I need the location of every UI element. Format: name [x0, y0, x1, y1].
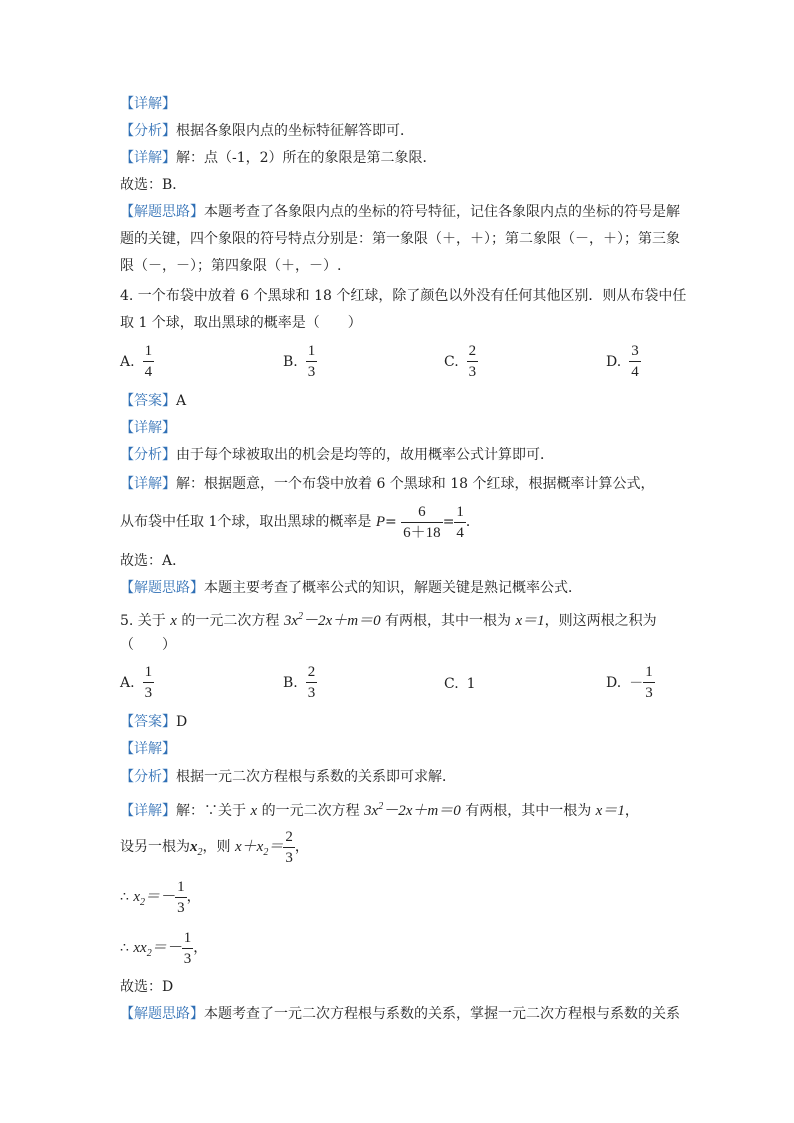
q4-option-a: A. $\frac{1}{4}$ [120, 343, 153, 380]
q4-detail-formula: 从布袋中任取 1个球，取出黑球的概率是 P= $\frac{6}{6+18}$ = $\frac{1}{4}$ ． [120, 503, 480, 541]
q3-idea-line2: 题的关键，四个象限的符号特点分别是：第一象限（＋，＋）；第二象限（－，＋）；第三象 [120, 231, 680, 247]
q3-idea-line3: 限（－，－）；第四象限（＋，－）. [120, 258, 342, 274]
q4-option-b: B. $\frac{1}{3}$ [283, 343, 316, 380]
q5-option-b: B. $\frac{2}{3}$ [283, 664, 316, 701]
q5-idea: 【解题思路】本题考查了一元二次方程根与系数的关系，掌握一元二次方程根与系数的关系 [120, 1006, 680, 1022]
q5-root-line: ∴ $x_2=-$ $\frac{1}{3}$ ， [120, 878, 201, 916]
fraction: $\frac{1}{4}$ [456, 503, 464, 541]
q4-option-c: C. $\frac{2}{3}$ [444, 343, 477, 380]
q5-let-line: 设另一根为$x_2$，则 $x+x_2=$ $\frac{2}{3}$ ， [120, 828, 309, 866]
q3-choice: 故选：B． [120, 177, 187, 193]
fraction: $\frac{1}{3}$ [177, 878, 185, 916]
q4-analysis: 【分析】由于每个球被取出的机会是均等的，故用概率公式计算即可． [120, 447, 554, 463]
q5-choice: 故选：D [120, 979, 174, 995]
fraction: $\frac{1}{3}$ [645, 664, 653, 701]
q4-detail: 【详解】解：根据题意，一个布袋中放着 6 个黑球和 18 个红球，根据概率计算公式， [120, 476, 655, 492]
q4-stem-line1: 4. 一个布袋中放着 6 个黑球和 18 个红球，除了颜色以外没有任何其他区别．则从布袋中任 [120, 288, 687, 304]
q5-stem-line1: 5. 关于 x 的一元二次方程 $3x^2-2x+m=0$ 有两根，其中一根为 x＝1，则这两根之积为 [120, 611, 657, 629]
fraction: $\frac{1}{3}$ [307, 343, 316, 380]
q3-detail: 【详解】解：点（-1，2）所在的象限是第二象限． [120, 150, 437, 166]
q5-product-line: ∴ $xx_2=-$ $\frac{1}{3}$ ， [120, 929, 208, 967]
q4-stem-line2: 取 1 个球，取出黑球的概率是（ ） [120, 315, 362, 331]
q5-option-c: C. 1 [444, 676, 476, 692]
q4-answer: 【答案】A [120, 393, 187, 409]
fraction: $\frac{1}{4}$ [144, 343, 153, 380]
fraction: $\frac{2}{3}$ [285, 828, 293, 866]
q4-option-d: D. $\frac{3}{4}$ [606, 343, 639, 380]
q5-detail: 【详解】解：∵关于 x 的一元二次方程 $3x^2-2x+m=0$ 有两根，其中一根为 x＝1， [120, 801, 639, 819]
q4-idea: 【解题思路】本题主要考查了概率公式的知识，解题关键是熟记概率公式． [120, 580, 582, 596]
fraction: $\frac{6}{6+18}$ [403, 503, 441, 541]
fraction: $\frac{3}{4}$ [631, 343, 639, 380]
q5-answer: 【答案】D [120, 714, 188, 730]
q3-analysis: 【分析】根据各象限内点的坐标特征解答即可． [120, 123, 414, 139]
q4-choice: 故选：A． [120, 553, 187, 569]
q5-analysis: 【分析】根据一元二次方程根与系数的关系即可求解． [120, 769, 456, 785]
fraction: $\frac{1}{3}$ [144, 664, 153, 701]
q3-idea-line1: 【解题思路】本题考查了各象限内点的坐标的符号特征，记住各象限内点的坐标的符号是解 [120, 204, 680, 220]
q5-detail-heading: 【详解】 [120, 741, 176, 757]
q5-option-d: D. － $\frac{1}{3}$ [606, 664, 653, 701]
fraction: $\frac{2}{3}$ [468, 343, 477, 380]
q5-stem-line2: （ ） [120, 637, 176, 653]
fraction: $\frac{2}{3}$ [307, 664, 316, 701]
q4-detail-heading: 【详解】 [120, 420, 176, 436]
fraction: $\frac{1}{3}$ [183, 929, 192, 967]
q3-detail-heading: 【详解】 [120, 96, 176, 112]
q5-option-a: A. $\frac{1}{3}$ [120, 664, 153, 701]
